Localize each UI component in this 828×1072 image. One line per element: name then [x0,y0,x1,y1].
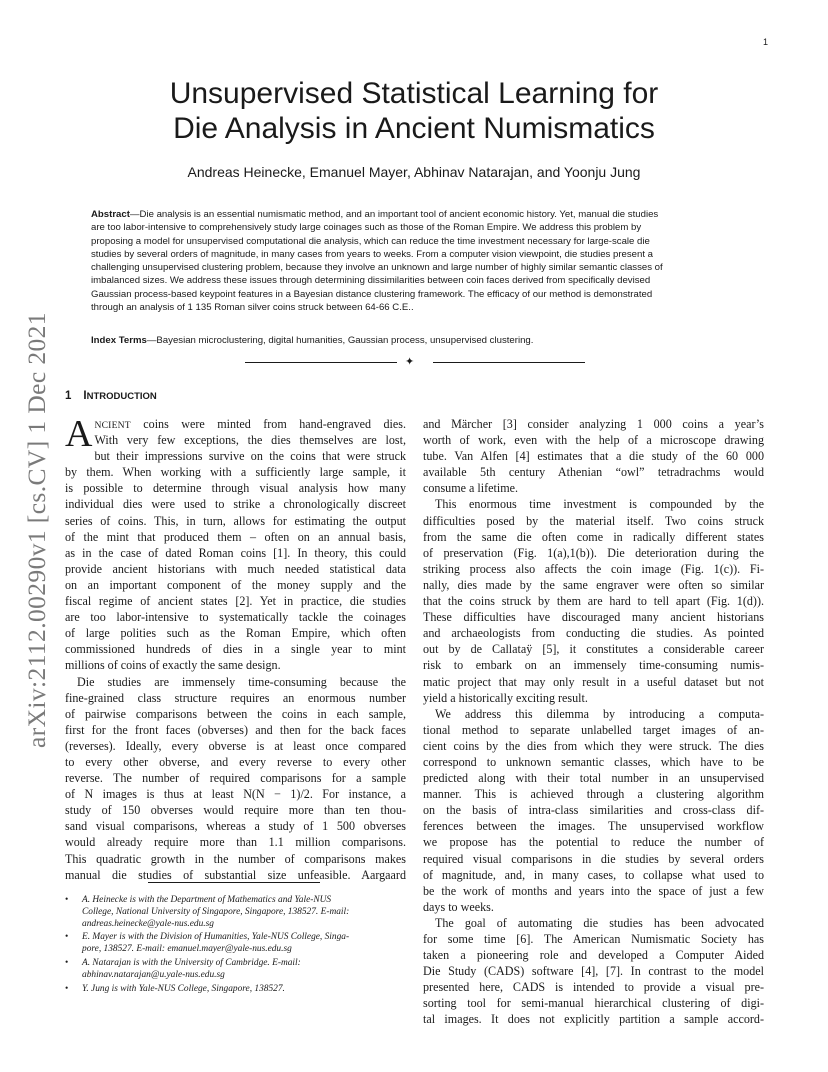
body-line: available 5th century Athenian “owl” tetradrachms would [423,465,764,480]
abstract-line [91,221,737,234]
body-line: striking process also affects the coin image (Fig. 1(c)). Fi- [423,561,764,576]
abstract-text: through an analysis of 1 135 Roman silver coins struck between 64-66 C.E.. [91,302,414,314]
body-line: for some time [6]. The American Numismatic Society has [423,932,764,946]
abstract-text: imbalanced sizes. We address these issues through determining dissimilarities between coin faces derived from specifically devised [91,275,651,287]
body-line: correspond to unknown semantic classes, which have to be [423,754,764,769]
body-line: that the coins struck by them are hard to tell apart (Fig. 1(d)). [423,594,764,609]
body-line: of the mint that produced them – often on an annual basis, [65,529,406,544]
body-line: on an important component of the money supply and the [65,577,406,592]
body-line: reverse. The number of required comparisons for a sample [65,771,406,786]
paper-title [90,76,738,146]
body-line: tional method to separate unlabelled target images of an- [423,722,764,737]
body-line: manner. This is achieved through a clustering algorithm [423,787,764,802]
footnote-line: • A. Natarajan is with the University of Cambridge. E-mail: [82,957,301,968]
body-line: provide ancient historians with much needed statistical data [65,561,406,576]
body-line: manual die studies of substantial size unfeasible. Aargaard [65,867,406,882]
body-line: This enormous time investment is compounded by the [435,497,764,512]
abstract-text: —Die analysis is an essential numismatic method, and an important tool of ancient economic history. Yet, manual die studies [129,209,659,220]
section-separator [245,355,585,368]
abstract-label: Abstract [91,209,130,220]
body-line: This quadratic growth in the number of comparisons makes [65,851,406,866]
body-line [65,432,406,448]
footnote-item [65,895,406,930]
body-line: we propose has the potential to reduce the number of [423,835,764,850]
body-line: of preservation (Fig. 1(a),1(b)). Die deterioration during the [423,545,764,560]
footnote-line: • E. Mayer is with the Division of Humanities, Yale-NUS College, Singa- [82,932,350,943]
body-line: by them. When working with a sufficiently large sample, it [65,465,406,480]
body-line: consume a lifetime. [423,481,519,496]
small-caps-word: NCIENT [94,420,131,431]
body-line: days to weeks. [423,899,494,914]
body-line: predicted along with their total number in an unsupervised [423,771,764,786]
title-line-2: Die Analysis in Ancient Numismatics [173,112,655,145]
footnote-item [65,984,406,996]
body-line: nally, dies made by the same engraver were often so similar [423,577,764,592]
body-line: fiscal regime of ancient states [2]. Yet in practice, die studies [65,594,406,609]
left-column [65,413,406,883]
abstract-text: challenging unsupervised clustering problem, because they involve an unknown and large number of highly similar semantic classes of [91,262,663,274]
body-line: We address this dilemma by introducing a computa- [435,706,764,721]
body-line: series of coins. This, in turn, allows for estimating the output [65,513,406,528]
body-line: sand visual comparisons, whereas a study of 1 500 obverses [65,819,406,834]
section-title-initial: I [83,390,87,402]
body-line: sorting tool for semi-manual hierarchical clustering of digi- [423,996,764,1011]
section-title-rest: NTRODUCTION [86,391,157,402]
body-line: and archaeologists from conducting die studies. As pointed [423,626,764,641]
title-line-1: Unsupervised Statistical Learning for [169,77,659,110]
footnote-line: College, National University of Singapore, Singapore, 138527. E-mail: [82,906,350,917]
abstract-line [91,261,737,274]
body-line [65,416,406,432]
footnote-line: • Y. Jung is with Yale-NUS College, Singapore, 138527. [82,983,285,994]
body-line: are too labor-intensive to systematically tackle the coinages [65,610,406,625]
body-line: presented here, CADS is intended to provide a visual pre- [423,980,764,995]
abstract-line [91,248,737,261]
separator-line-left [245,362,397,363]
body-line: cient coins by the dies from which they were struck. The dies [423,738,764,753]
body-line: required visual comparisons in die studies by several orders [423,851,764,866]
affiliation-footnotes [65,895,406,997]
body-line: Die studies are immensely time-consuming because the [77,674,406,689]
footnote-line: • A. Heinecke is with the Department of Mathematics and Yale-NUS [82,895,332,905]
body-line: of N images is thus at least N(N − 1)/2. For instance, a [65,787,406,802]
body-line: of magnitude, and, in many cases, to collapse what used to [423,867,764,882]
body-line: individual dies were used to strike a chronologically discreet [65,497,406,512]
abstract [91,208,737,314]
author-list: Andreas Heinecke, Emanuel Mayer, Abhinav Natarajan, and Yoonju Jung [187,164,641,180]
line-text: With very few exceptions, the dies themselves are lost, [94,433,406,448]
index-terms-label: Index Terms [91,335,147,346]
right-column [423,416,764,1028]
abstract-text: are too labor-intensive to comprehensively study large coinages such as those of the Roman Empire. We address this problem by [91,222,642,234]
body-line: Die Study (CADS) software [4], [7]. In contrast to the model [423,964,764,979]
footnote-rule [148,882,320,883]
abstract-line [91,235,737,248]
body-line: but their impressions survive on the coins that were struck [94,449,406,464]
body-line: of pairwise comparisons between the coins in each sample, [65,706,406,721]
body-line: worth of work, even with the help of a microscope drawing [423,433,764,448]
abstract-text: Gaussian process-based keypoint features in a Bayesian distance clustering framework. The efficacy of our method is demonstrated [91,288,653,300]
abstract-line [91,288,737,301]
line-text: coins were minted from hand-engraved dies. [130,417,406,431]
separator-line-right [433,362,585,363]
footnote-line: andreas.heinecke@yale-nus.edu.sg [82,918,214,929]
body-line: to every other obverse, and every reverse to every other [65,754,406,769]
body-line: would already require more than 1.1 million comparisons. [65,835,406,850]
footnote-line: abhinav.natarajan@u.yale-nus.edu.sg [82,969,225,980]
body-line: first for the front faces (obverses) and then for the back faces [65,722,406,737]
diamond-star-icon: ✦ [405,355,415,368]
left-column-lines [65,448,406,883]
footnote-item [65,932,406,956]
body-line: (reverses). Ideally, every obverse is at least once compared [65,738,406,753]
body-line: The goal of automating die studies has been advocated [435,915,764,930]
arxiv-stamp: arXiv:2112.00290v1 [cs.CV] 1 Dec 2021 [22,312,51,748]
body-line: is possible to determine through visual analysis how many [65,481,406,496]
body-line: on the basis of intra-class similarities and cross-class dif- [423,803,764,818]
body-line: taken a pioneering role and developed a Computer Aided [423,948,764,963]
abstract-line [91,274,737,287]
footnote-item [65,958,406,982]
body-line: as in the case of dated Roman coins [1]. In theory, this could [65,545,406,560]
body-line: out by de Callataÿ [5], it constitutes a considerable career [423,642,764,657]
page-number: 1 [762,37,768,47]
body-line: millions of coins of exactly the same design. [65,658,281,673]
body-line: matic project that may only result in a useful dataset but not [423,674,764,689]
drop-cap: A [65,413,93,455]
body-line: tal images. It does not explicitly partition a sample accord- [423,1012,764,1027]
body-line: of large polities such as the Roman Empire, which often [65,626,406,641]
body-line: risk to embark on an immensely time-consuming numis- [423,658,764,673]
body-line: tube. Van Alfen [4] estimates that a die study of the 60 000 [423,449,764,464]
index-terms-text: —Bayesian microclustering, digital humanities, Gaussian process, unsupervised clustering. [146,335,534,346]
body-line: study of 150 obverses would require more than ten thou- [65,803,406,818]
body-line: be the work of months and years into the space of just a few [423,883,764,898]
body-line: commissioned hundreds of dies in a single year to mint [65,642,406,657]
section-number: 1 [65,390,72,402]
body-line: from the same die often come in radically different states [423,529,764,544]
index-terms [91,334,737,347]
body-line: These difficulties have discouraged many ancient historians [423,610,764,625]
section-heading [65,390,157,402]
body-line: yield a historically exciting result. [423,690,588,705]
abstract-text: studies by several orders of magnitude, in many cases from years to weeks. From a computer vision viewpoint, die studies present a [91,248,654,260]
footnote-line: pore, 138527. E-mail: emanuel.mayer@yale-nus.edu.sg [82,944,292,955]
body-line: fine-grained class structure requires an enormous number [65,690,406,705]
abstract-text: proposing a model for unsupervised computational die analysis, which can reduce the time investment necessary for large-scale die [91,235,650,247]
abstract-line [91,301,737,314]
body-line: difficulties posed by the material itself. Two coins struck [423,513,764,528]
abstract-line [91,208,737,221]
body-line: and Märcher [3] consider analyzing 1 000 coins a year’s [423,417,764,431]
body-line: ferences between the images. The unsupervised workflow [423,819,764,834]
